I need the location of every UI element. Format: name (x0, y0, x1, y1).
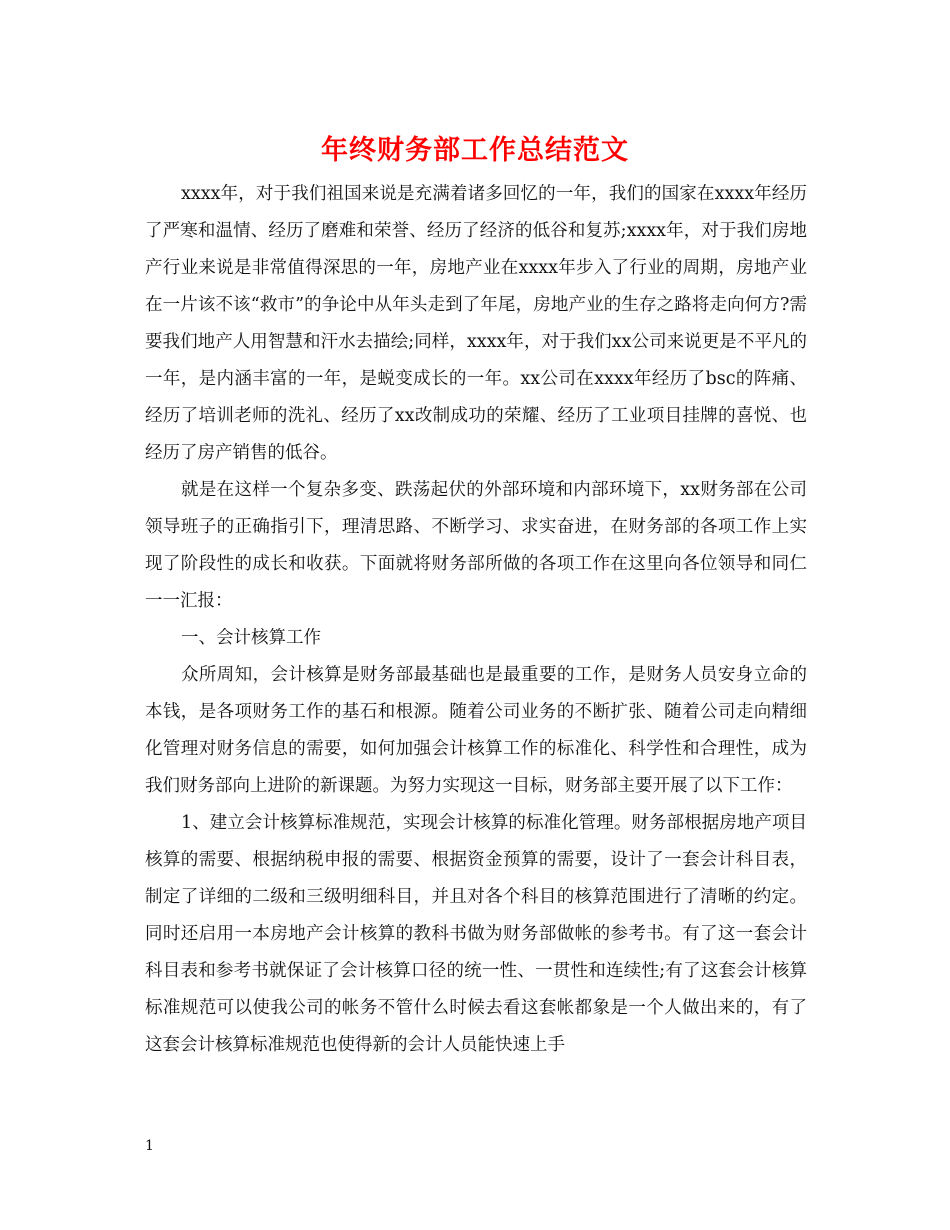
paragraph-context: 就是在这样一个复杂多变、跌荡起伏的外部环境和内部环境下，xx财务部在公司领导班子的正确指引下，理清思路、不断学习、求实奋进，在财务部的各项工作上实现了阶段性的成长和收获。下面就将财务部所做的各项工作在这里向各位领导和同仁一一汇报： (145, 480, 807, 611)
page-number: 1 (145, 1138, 154, 1154)
section-heading-accounting: 一、会计核算工作 (181, 628, 321, 648)
document-title: 年终财务部工作总结范文 (321, 135, 629, 166)
paragraph-accounting-overview: 众所周知，会计核算是财务部最基础也是最重要的工作，是财务人员安身立命的本钱，是各项财务工作的基石和根源。随着公司业务的不断扩张、随着公司走向精细化管理对财务信息的需要，如何加强会计核算工作的标准化、科学性和合理性，成为我们财务部向上进阶的新课题。为努力实现这一目标，财务部主要开展了以下工作： (145, 665, 807, 796)
paragraph-intro: xxxx年，对于我们祖国来说是充满着诸多回忆的一年，我们的国家在xxxx年经历了严寒和温情、经历了磨难和荣誉、经历了经济的低谷和复苏;xxxx年，对于我们房地产行业来说是非常值得深思的一年，房地产业在xxxx年步入了行业的周期，房地产业在一片该不该“救市”的争论中从年头走到了年尾，房地产业的生存之路将走向何方?需要我们地产人用智慧和汗水去描绘;同样，xxxx年，对于我们xx公司来说更是不平凡的一年，是内涵丰富的一年，是蜕变成长的一年。xx公司在xxxx年经历了bsc的阵痛、经历了培训老师的洗礼、经历了xx改制成功的荣耀、经历了工业项目挂牌的喜悦、也经历了房产销售的低谷。 (145, 184, 807, 463)
document-body (145, 176, 807, 1064)
paragraph-accounting-standards: 1、建立会计核算标准规范，实现会计核算的标准化管理。财务部根据房地产项目核算的需要、根据纳税申报的需要、根据资金预算的需要，设计了一套会计科目表，制定了详细的二级和三级明细科目，并且对各个科目的核算范围进行了清晰的约定。同时还启用一本房地产会计核算的教科书做为财务部做帐的参考书。有了这一套会计科目表和参考书就保证了会计核算口径的统一性、一贯性和连续性;有了这套会计核算标准规范可以使我公司的帐务不管什么时候去看这套帐都象是一个人做出来的，有了这套会计核算标准规范也使得新的会计人员能快速上手 (145, 813, 807, 1055)
